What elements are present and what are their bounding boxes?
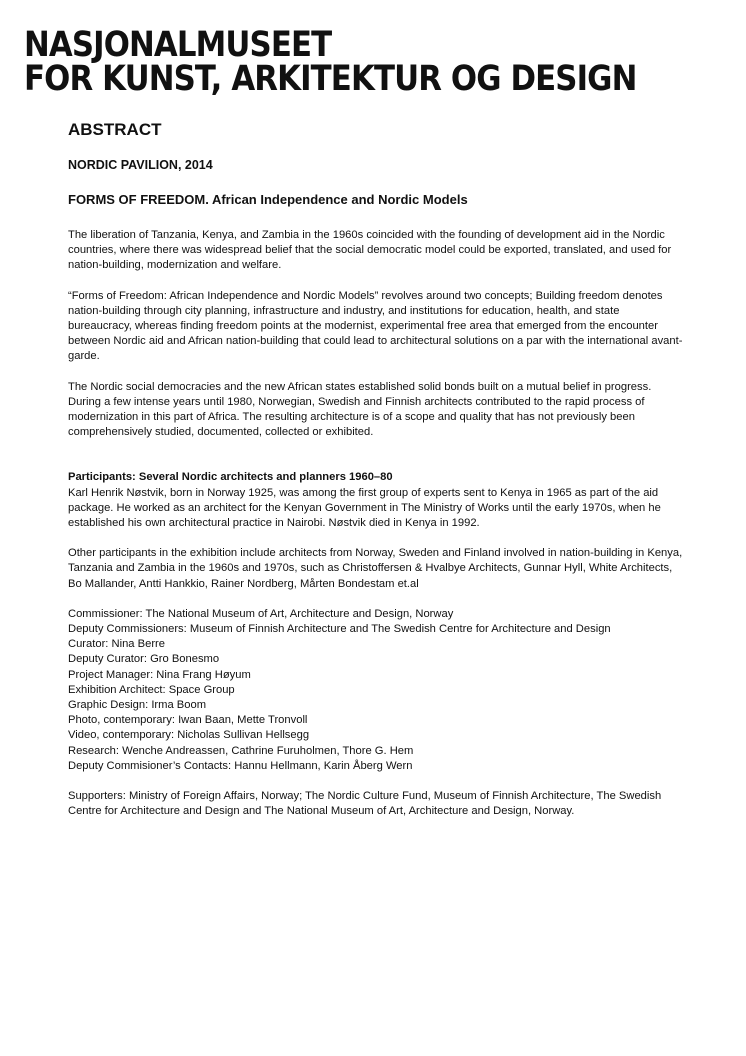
exhibition-title: FORMS OF FREEDOM. African Independence and Nordic Models	[68, 192, 468, 207]
credit-photo: Photo, contemporary: Iwan Baan, Mette Tronvoll	[68, 714, 308, 727]
page-subheading: NORDIC PAVILION, 2014	[68, 158, 213, 172]
intro-paragraph-2: “Forms of Freedom: African Independence and Nordic Models” revolves around two concepts; Building freedom denotes nation-building through city planning, infrastructure and industry, and institutions for education, health, and state bureaucracy, whereas finding freedom points at the modernist, experimental free area that emerged from the encounter between Nordic aid and African nation-building that could lead to architectural solutions on a par with the international avant-garde.	[68, 289, 683, 363]
credit-exhibition-architect: Exhibition Architect: Space Group	[68, 683, 235, 696]
logo-line-1: NASJONALMUSEET	[24, 25, 332, 65]
museum-logo	[24, 25, 637, 99]
credits-list	[68, 607, 683, 774]
credit-curator: Curator: Nina Berre	[68, 638, 165, 651]
participants-paragraph-1: Karl Henrik Nøstvik, born in Norway 1925, was among the first group of experts sent to Kenya in 1965 as part of the aid package. He worked as an architect for the Kenyan Government in The Ministry of Works until the early 1970s, when he established his own architectural practice in Nairobi. Nøstvik died in Kenya in 1992.	[68, 486, 661, 530]
credit-deputy-commissioners: Deputy Commissioners: Museum of Finnish Architecture and The Swedish Centre for Architecture and Design	[68, 623, 611, 636]
logo-line-2: FOR KUNST, ARKITEKTUR OG DESIGN	[24, 59, 637, 99]
participants-section	[68, 470, 683, 591]
document-body	[68, 120, 683, 835]
credit-research: Research: Wenche Andreassen, Cathrine Furuholmen, Thore G. Hem	[68, 744, 414, 757]
participants-title: Participants: Several Nordic architects and planners 1960–80	[68, 471, 393, 484]
page-heading: ABSTRACT	[68, 120, 162, 139]
credit-video: Video, contemporary: Nicholas Sullivan Hellsegg	[68, 729, 310, 742]
credit-graphic-design: Graphic Design: Irma Boom	[68, 699, 207, 712]
participants-paragraph-2: Other participants in the exhibition include architects from Norway, Sweden and Finland involved in nation-building in Kenya, Tanzania and Zambia in the 1960s and 1970s, such as Christoffersen & Hvalbye Architects, Gunnar Hyll, White Architects, Bo Mallander, Antti Hankkio, Rainer Nordberg, Mårten Bondestam et.al	[68, 547, 683, 590]
credit-contacts: Deputy Commisioner’s Contacts: Hannu Hellmann, Karin Åberg Wern	[68, 759, 413, 772]
credit-project-manager: Project Manager: Nina Frang Høyum	[68, 668, 251, 681]
supporters-paragraph: Supporters: Ministry of Foreign Affairs, Norway; The Nordic Culture Fund, Museum of Finnish Architecture, The Swedish Centre for Architecture and Design and The National Museum of Art, Architecture and Design, Norway.	[68, 790, 662, 818]
intro-paragraph-3: The Nordic social democracies and the new African states established solid bonds built on a mutual belief in progress. During a few intense years until 1980, Norwegian, Swedish and Finnish architects contributed to the rapid process of modernization in this part of Africa. The resulting architecture is of a scope and quality that has not previously been comprehensively studied, documented, collected or exhibited.	[68, 380, 652, 439]
credit-deputy-curator: Deputy Curator: Gro Bonesmo	[68, 653, 220, 666]
intro-paragraph-1: The liberation of Tanzania, Kenya, and Zambia in the 1960s coincided with the founding of development aid in the Nordic countries, where there was widespread belief that the social democratic model could be exported, translated, and used for nation-building, modernization and welfare.	[68, 229, 672, 272]
credit-commissioner: Commissioner: The National Museum of Art, Architecture and Design, Norway	[68, 607, 454, 620]
